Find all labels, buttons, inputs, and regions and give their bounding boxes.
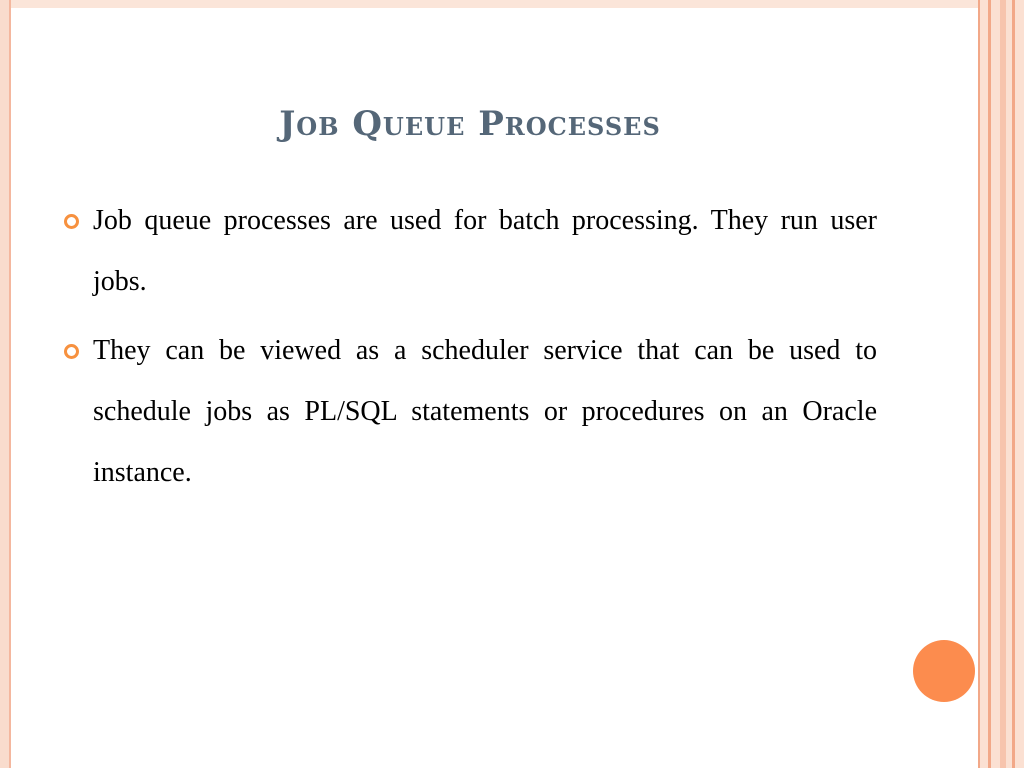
bullet-circle-icon [64, 214, 79, 229]
bullet-item [62, 190, 877, 312]
bullet-circle-icon [64, 344, 79, 359]
right-stripe [1000, 0, 1006, 768]
accent-circle-decoration [913, 640, 975, 702]
bullet-item [62, 320, 877, 503]
bullet-text: They can be viewed as a scheduler service that can be used to schedule jobs as PL/SQL statements or procedures on an Oracle instance. [93, 335, 877, 488]
right-stripe [988, 0, 991, 768]
top-border-decoration [0, 0, 1024, 8]
bullet-text: Job queue processes are used for batch processing. They run user jobs. [93, 205, 877, 297]
slide-title: Job Queue Processes [279, 104, 661, 144]
right-stripe [1012, 0, 1015, 768]
right-stripe [978, 0, 980, 768]
bullet-list [62, 190, 877, 511]
